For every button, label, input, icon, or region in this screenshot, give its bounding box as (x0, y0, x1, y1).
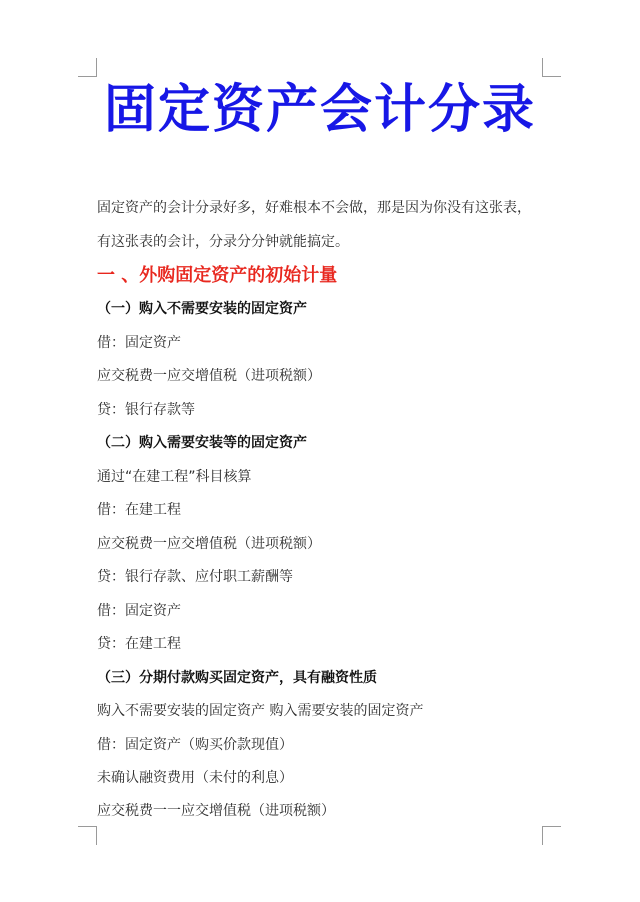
entry-line: 应交税费一应交增值税（进项税额） (97, 536, 321, 552)
entry-line: 贷：在建工程 (97, 636, 181, 652)
subsection-heading-3: （三）分期付款购买固定资产，具有融资性质 (97, 670, 377, 686)
document-title: 固定资产会计分录 (103, 79, 536, 140)
entry-line: 应交税费一应交增值税（进项税额） (97, 368, 321, 384)
entry-line: 借：固定资产 (97, 335, 181, 351)
crop-mark-bottom-left (78, 826, 97, 845)
entry-line: 借：固定资产（购买价款现值） (97, 737, 293, 753)
entry-line: 借：在建工程 (97, 502, 181, 518)
intro-line-1: 固定资产的会计分录好多，好难根本不会做，那是因为你没有这张表， (97, 200, 531, 216)
entry-line: 通过“在建工程”科目核算 (97, 469, 252, 485)
section-heading-1: 一 、外购固定资产的初始计量 (97, 265, 338, 286)
entry-line: 购入不需要安装的固定资产 购入需要安装的固定资产 (97, 703, 424, 719)
intro-line-2: 有这张表的会计，分录分分钟就能搞定。 (97, 234, 349, 250)
entry-line: 贷：银行存款等 (97, 402, 195, 418)
crop-mark-bottom-right (542, 826, 561, 845)
entry-line: 应交税费一一应交增值税（进项税额） (97, 803, 335, 819)
subsection-heading-1: （一）购入不需要安装的固定资产 (97, 301, 307, 317)
entry-line: 借：固定资产 (97, 603, 181, 619)
subsection-heading-2: （二）购入需要安装等的固定资产 (97, 435, 307, 451)
entry-line: 未确认融资费用（未付的利息） (97, 770, 293, 786)
entry-line: 贷：银行存款、应付职工薪酬等 (97, 569, 293, 585)
